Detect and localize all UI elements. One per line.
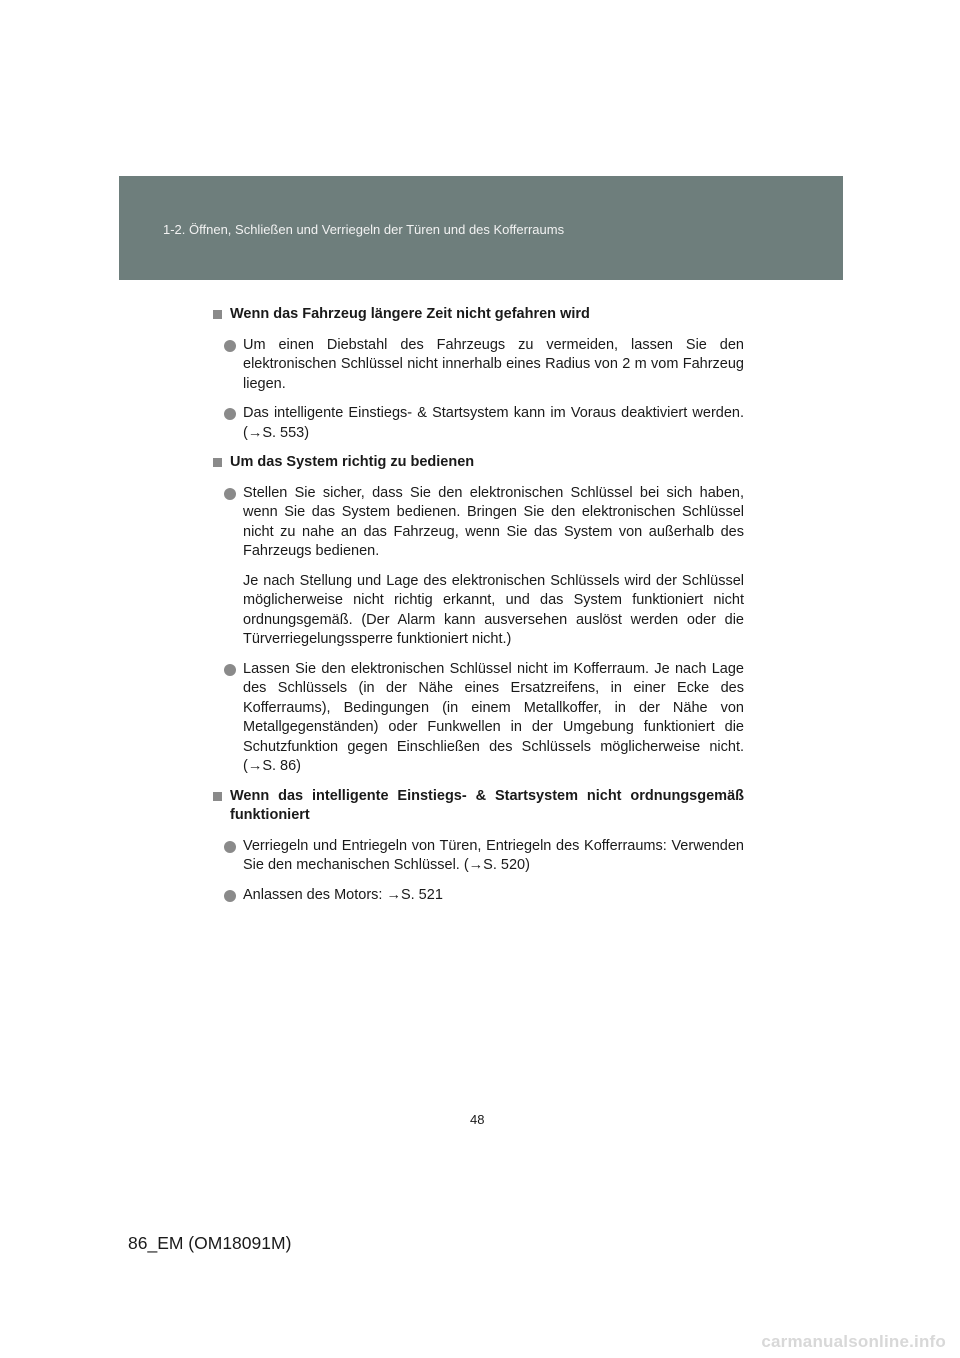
document-code: 86_EM (OM18091M) (128, 1233, 292, 1253)
section-header-band (119, 176, 843, 280)
section-heading-text: Um das System richtig zu bedienen (230, 454, 475, 470)
list-item-text: Verriegeln und Entriegeln von Türen, Entriegeln des Kofferraums: Verwenden Sie den mechanischen Schlüssel. (→S. 520) (243, 837, 744, 873)
list-item (213, 336, 744, 395)
section-heading-unused-vehicle (213, 305, 744, 325)
round-bullet-icon (224, 488, 236, 500)
list-item (213, 837, 744, 876)
list-item (213, 660, 744, 777)
round-bullet-icon (224, 664, 236, 676)
section-heading-text: Wenn das Fahrzeug längere Zeit nicht gefahren wird (230, 306, 590, 322)
watermark-text: carmanualsonline.info (761, 1332, 946, 1351)
list-item (213, 886, 744, 906)
section-heading-correct-operation (213, 453, 744, 473)
square-bullet-icon (213, 458, 222, 467)
list-item-text: Anlassen des Motors: →S. 521 (243, 886, 443, 903)
list-item (213, 404, 744, 443)
section-title: 1-2. Öffnen, Schließen und Verriegeln der Türen und des Kofferraums (163, 222, 565, 237)
round-bullet-icon (224, 340, 236, 352)
list-item-text: Lassen Sie den elektronischen Schlüssel nicht im Kofferraum. Je nach Lage des Schlüssels (in der Nähe eines Ersatzreifens, in einer Ecke des Kofferraums), Bedingungen (in einem Metallkoffer, in der Nähe von Metallgegenständen) oder Funkwellen in der Umgebung funktioniert die Schutzfunktion gegen Einschließen des Schlüssels möglicherweise nicht. (→S. 86) (243, 660, 744, 774)
list-item-text: Stellen Sie sicher, dass Sie den elektronischen Schlüssel bei sich haben, wenn Sie das System bedienen. Bringen Sie den elektronischen Schlüssel nicht zu nahe an das Fahrzeug, wenn Sie das System von außerhalb des Fahrzeugs bedienen. (243, 484, 744, 559)
page-content (213, 305, 744, 915)
list-item-text: Das intelligente Einstiegs- & Startsystem kann im Voraus deaktiviert werden. (→S. 553) (243, 405, 744, 441)
sub-paragraph: Je nach Stellung und Lage des elektronischen Schlüssels wird der Schlüssel möglicherweise nicht richtig erkannt, und das System funktioniert nicht ordnungsgemäß. (Der Alarm kann ausversehen auslöst werden oder die Türverriegelungssperre funktioniert nicht.) (243, 572, 744, 647)
round-bullet-icon (224, 890, 236, 902)
list-item-text: Um einen Diebstahl des Fahrzeugs zu vermeiden, lassen Sie den elektronischen Schlüssel nicht innerhalb eines Radius von 2 m vom Fahrzeug liegen. (243, 336, 744, 392)
round-bullet-icon (224, 841, 236, 853)
section-heading-malfunction (213, 787, 744, 826)
page-number: 48 (470, 1112, 485, 1127)
square-bullet-icon (213, 792, 222, 801)
round-bullet-icon (224, 408, 236, 420)
square-bullet-icon (213, 310, 222, 319)
section-heading-text: Wenn das intelligente Einstiegs- & Startsystem nicht ordnungsgemäß funktioniert (230, 787, 744, 823)
list-item (213, 484, 744, 562)
